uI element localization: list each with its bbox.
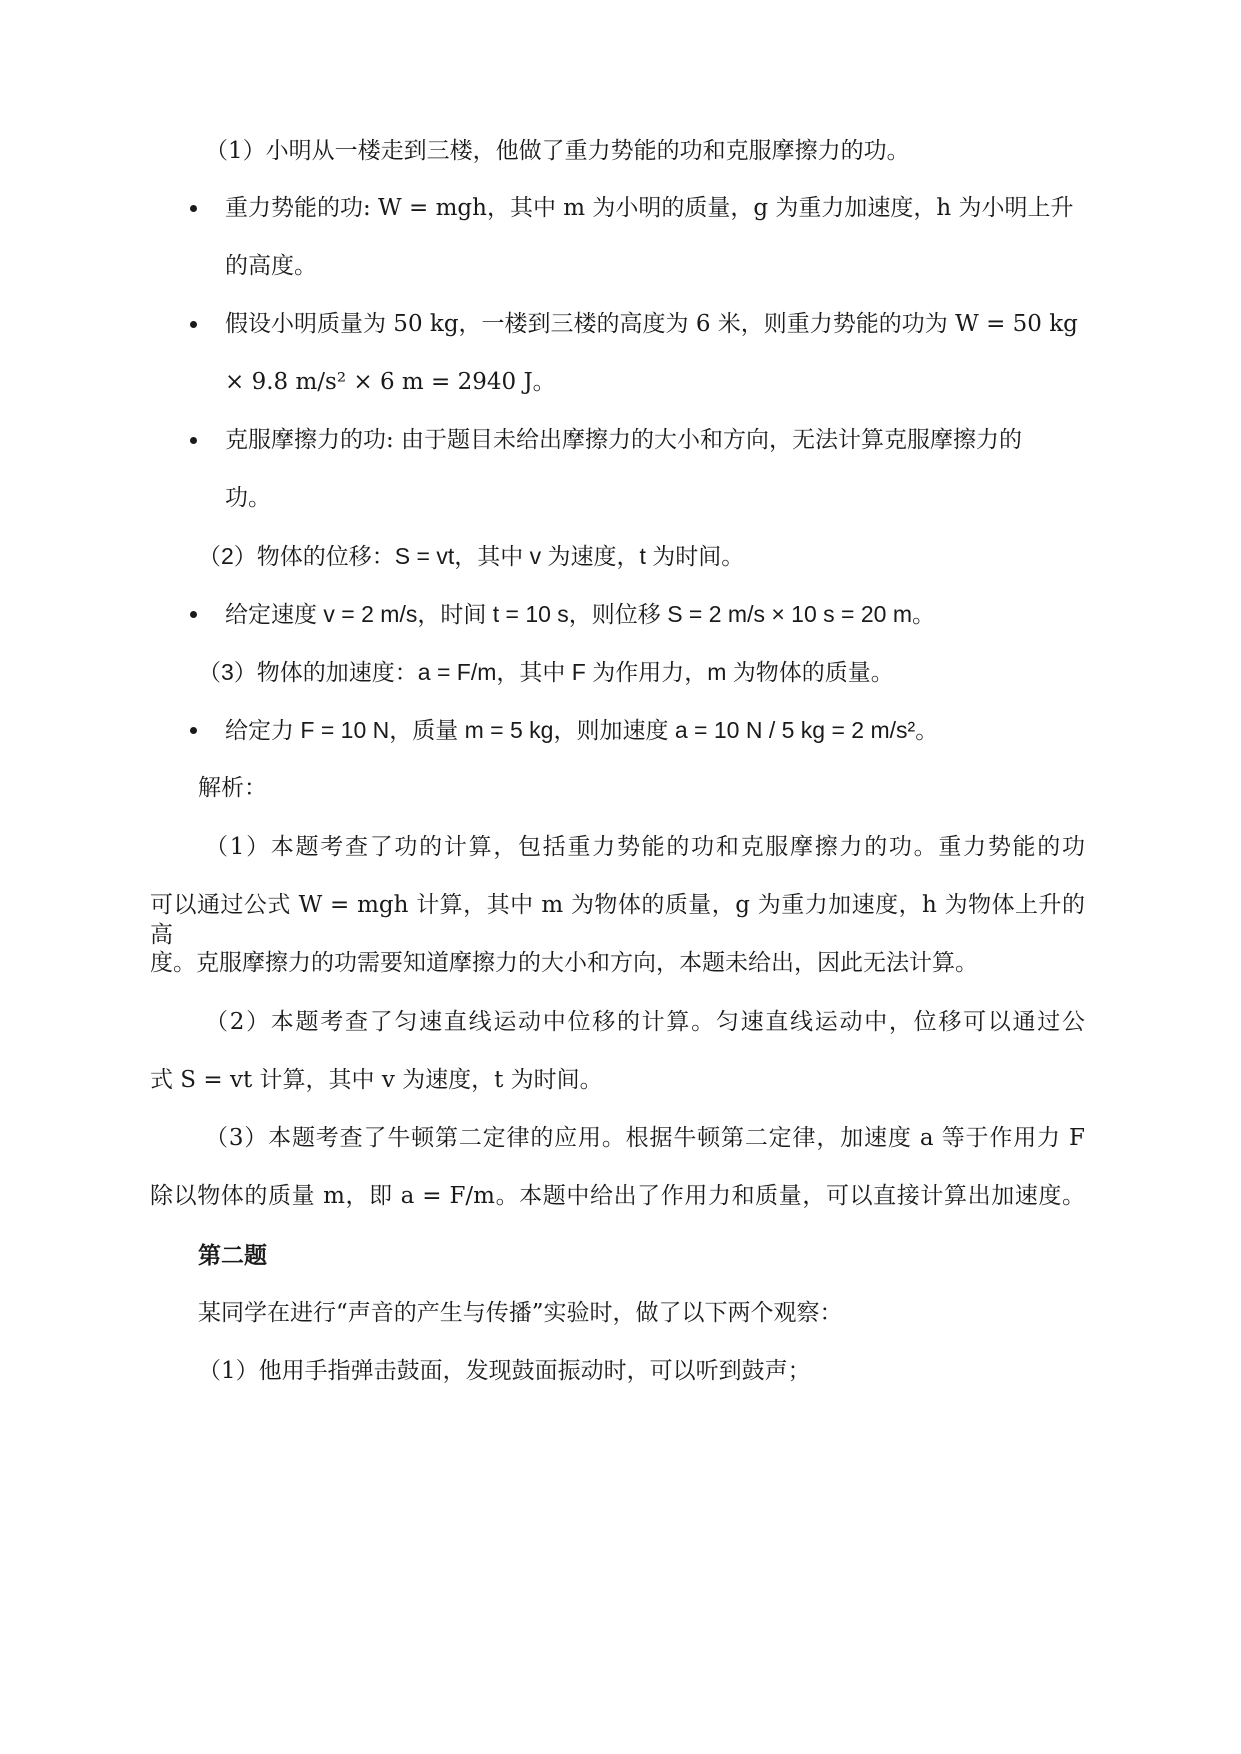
analysis-1-line3: 度。克服摩擦力的功需要知道摩擦力的大小和方向，本题未给出，因此无法计算。 <box>150 950 978 976</box>
answer-3-intro: （3）物体的加速度：a = F/m，其中 F 为作用力，m 为物体的质量。 <box>198 659 894 685</box>
answer-1-intro: （1）小明从一楼走到三楼，他做了重力势能的功和克服摩擦力的功。 <box>205 138 910 164</box>
question-2-title: 第二题 <box>198 1242 267 1268</box>
analysis-1-line1: （1）本题考查了功的计算，包括重力势能的功和克服摩擦力的功。重力势能的功 <box>205 834 1085 860</box>
bullet-dot <box>190 611 197 618</box>
analysis-2-line2: 式 S = vt 计算，其中 v 为速度，t 为时间。 <box>150 1067 603 1093</box>
analysis-2-line1: （2）本题考查了匀速直线运动中位移的计算。匀速直线运动中，位移可以通过公 <box>205 1009 1085 1035</box>
bullet-dot <box>190 321 197 328</box>
bullet-displacement: 给定速度 v = 2 m/s，时间 t = 10 s，则位移 S = 2 m/s × 10 s = 20 m。 <box>225 601 936 627</box>
bullet-mass-assumption-line1: 假设小明质量为 50 kg，一楼到三楼的高度为 6 米，则重力势能的功为 W = 50 kg <box>225 311 1078 337</box>
bullet-mass-assumption-line2: × 9.8 m/s² × 6 m = 2940 J。 <box>225 369 556 395</box>
bullet-dot <box>190 205 197 212</box>
analysis-3-line2: 除以物体的质量 m，即 a = F/m。本题中给出了作用力和质量，可以直接计算出加速度。 <box>150 1183 1085 1209</box>
bullet-dot <box>190 437 197 444</box>
bullet-dot <box>190 727 197 734</box>
analysis-1-line2: 可以通过公式 W = mgh 计算，其中 m 为物体的质量，g 为重力加速度，h 为物体上升的高 <box>150 892 1085 948</box>
question-2-stem: 某同学在进行“声音的产生与传播”实验时，做了以下两个观察： <box>198 1300 843 1326</box>
bullet-friction-work-line1: 克服摩擦力的功: 由于题目未给出摩擦力的大小和方向，无法计算克服摩擦力的 <box>225 427 1023 453</box>
bullet-gravity-work-line1: 重力势能的功: W = mgh，其中 m 为小明的质量，g 为重力加速度，h 为小明上升 <box>225 195 1074 221</box>
question-2-observation-1: （1）他用手指弹击鼓面，发现鼓面振动时，可以听到鼓声； <box>198 1358 811 1384</box>
bullet-friction-work-line2: 功。 <box>225 485 271 511</box>
bullet-gravity-work-line2: 的高度。 <box>225 253 317 279</box>
bullet-acceleration: 给定力 F = 10 N，质量 m = 5 kg，则加速度 a = 10 N / 5 kg = 2 m/s²。 <box>225 717 939 743</box>
analysis-heading: 解析： <box>198 775 267 801</box>
answer-2-intro: （2）物体的位移：S = vt，其中 v 为速度，t 为时间。 <box>198 543 745 569</box>
analysis-3-line1: （3）本题考查了牛顿第二定律的应用。根据牛顿第二定律，加速度 a 等于作用力 F <box>205 1125 1085 1151</box>
